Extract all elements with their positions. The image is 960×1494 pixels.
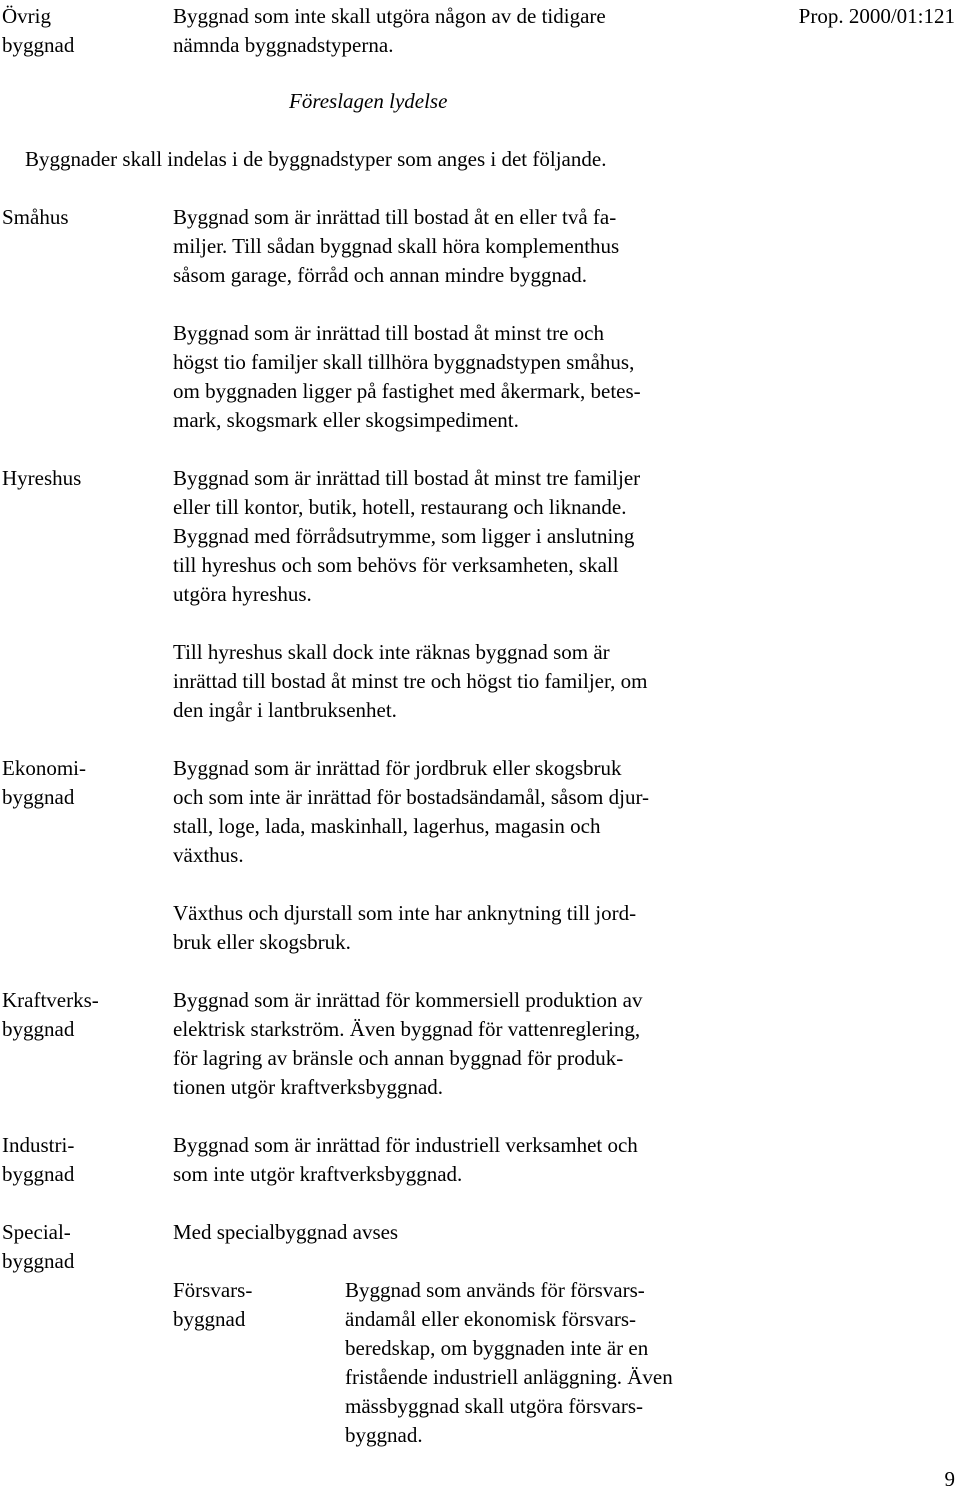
term-smahus: Småhus [2, 205, 69, 229]
proposition-reference: Prop. 2000/01:121 [798, 4, 955, 28]
definition-industribyggnad: Byggnad som är inrättad för industriell verksamhet och som inte utgör kraftverksbyggnad. [173, 1133, 638, 1186]
intro-paragraph: Byggnader skall indelas i de byggnadstyper som anges i det följande. [25, 147, 607, 171]
definition-kraftverksbyggnad: Byggnad som är inrättad för kommersiell produktion av elektrisk starkström. Även byggnad för vattenreglering, för lagring av bränsle och annan byggnad för produk- tionen utgör kraftverksbyggnad. [173, 988, 643, 1099]
term-ovrig-byggnad: Övrig byggnad [2, 4, 75, 57]
page-number: 9 [944, 1467, 955, 1491]
definition-smahus-p2: Byggnad som är inrättad till bostad åt minst tre och högst tio familjer skall tillhöra byggnadstypen småhus, om byggnaden ligger på fastighet med åkermark, betes- mark, skogsmark eller skogsimpediment. [173, 321, 641, 432]
term-specialbyggnad: Special- byggnad [2, 1220, 75, 1273]
definition-forsvarsbyggnad: Byggnad som används för försvars- ändamål eller ekonomisk försvars- beredskap, om byggnaden inte är en fristående industriell anläggning. Även mässbyggnad skall utgöra försvars- byggnad. [345, 1278, 673, 1447]
definition-ovrig-byggnad: Byggnad som inte skall utgöra någon av de tidigare nämnda byggnadstyperna. [173, 4, 606, 57]
term-ekonomibyggnad: Ekonomi- byggnad [2, 756, 86, 809]
definition-hyreshus-p1: Byggnad som är inrättad till bostad åt minst tre familjer eller till kontor, butik, hotell, restaurang och liknande. Byggnad med förrådsutrymme, som ligger i anslutning till hyreshus och som behövs för verksamheten, skall utgöra hyreshus. [173, 466, 641, 606]
definition-ekonomibyggnad-p1: Byggnad som är inrättad för jordbruk eller skogsbruk och som inte är inrättad för bostadsändamål, såsom djur- stall, loge, lada, maskinhall, lagerhus, magasin och växthus. [173, 756, 650, 867]
term-kraftverksbyggnad: Kraftverks- byggnad [2, 988, 99, 1041]
section-heading: Föreslagen lydelse [289, 89, 448, 113]
definition-hyreshus-p2: Till hyreshus skall dock inte räknas byggnad som är inrättad till bostad åt minst tre och högst tio familjer, om den ingår i lantbruksenhet. [173, 640, 648, 722]
definition-specialbyggnad: Med specialbyggnad avses [173, 1220, 399, 1244]
definition-ekonomibyggnad-p2: Växthus och djurstall som inte har anknytning till jord- bruk eller skogsbruk. [173, 901, 637, 954]
term-hyreshus: Hyreshus [2, 466, 82, 490]
definition-smahus-p1: Byggnad som är inrättad till bostad åt en eller två fa- miljer. Till sådan byggnad skall höra komplementhus såsom garage, förråd och annan mindre byggnad. [173, 205, 620, 287]
term-industribyggnad: Industri- byggnad [2, 1133, 75, 1186]
subterm-forsvarsbyggnad: Försvars- byggnad [173, 1278, 253, 1331]
